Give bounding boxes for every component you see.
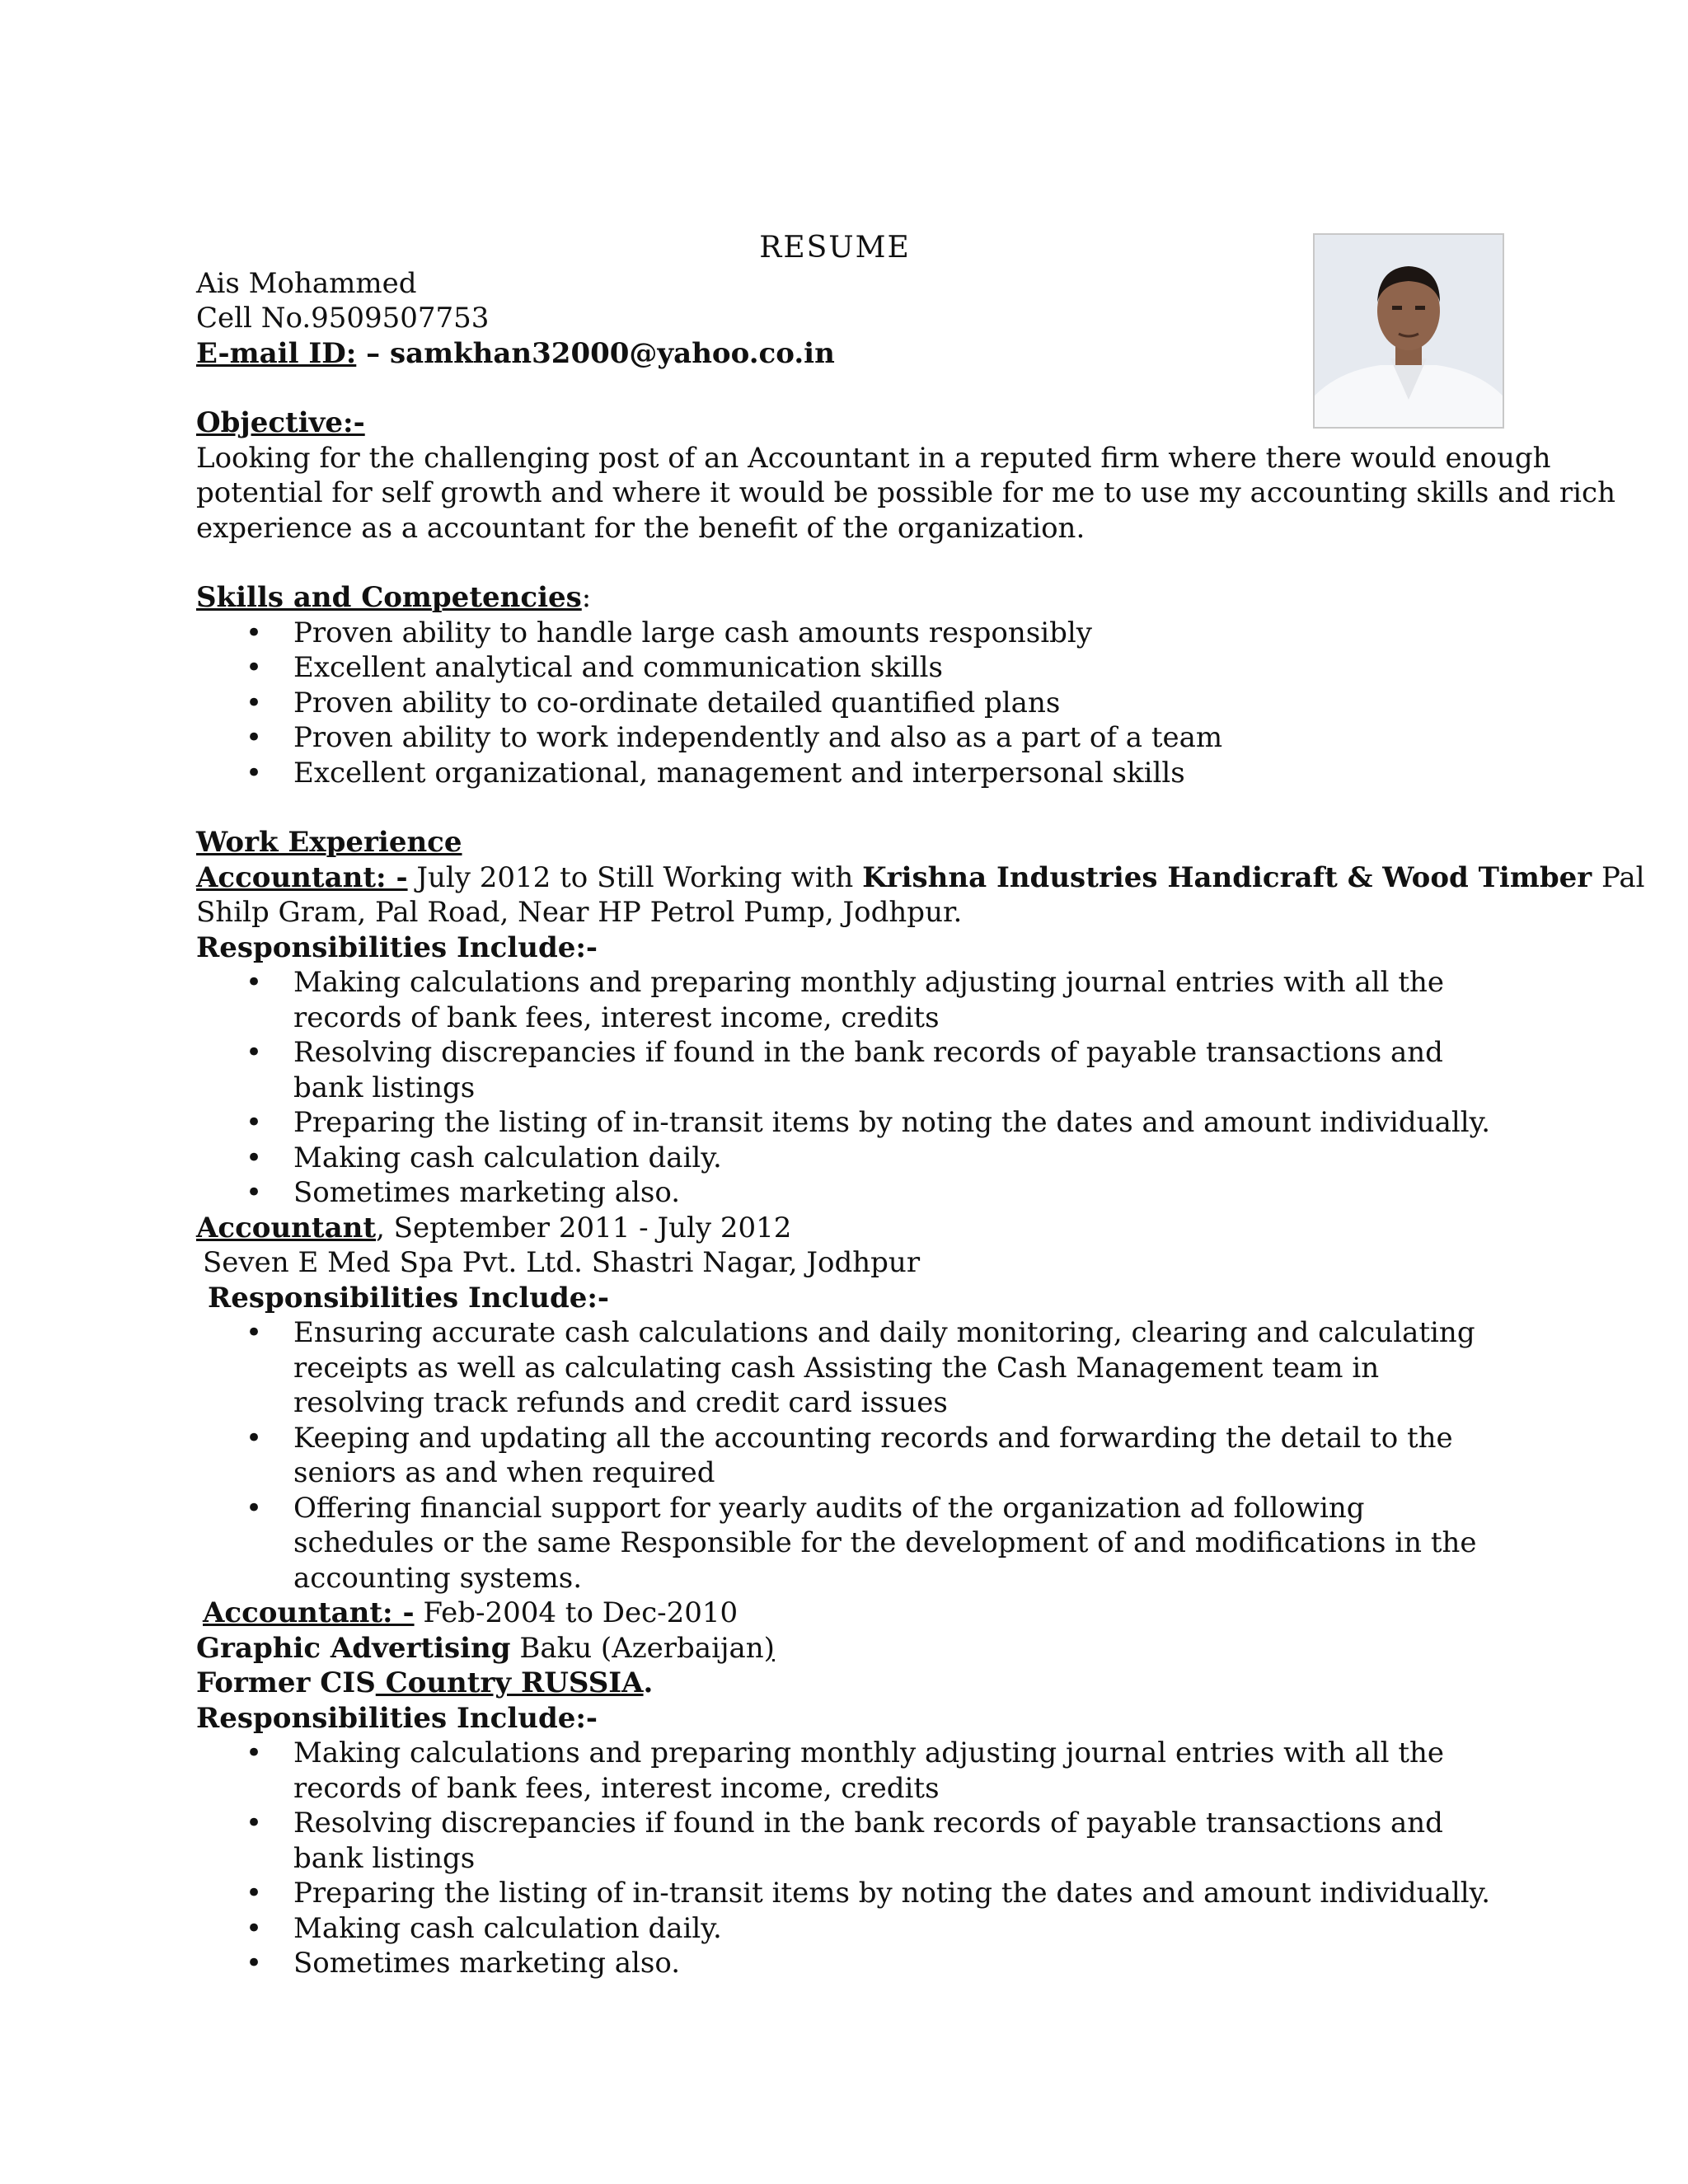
job1-responsibilities-list <box>196 965 1498 1211</box>
objective-heading: Objective:- <box>196 406 365 439</box>
job3-company: Graphic Advertising <box>196 1631 511 1665</box>
candidate-name: Ais Mohammed <box>196 266 417 300</box>
responsibility-item: • Making calculations and preparing monthly adjusting journal entries with all the records of bank fees, interest income, credits <box>196 1736 1498 1806</box>
skill-item: • Excellent organizational, management and interpersonal skills <box>196 756 1498 791</box>
job3-country-suffix: . <box>643 1666 654 1699</box>
skills-heading-colon: : <box>581 581 592 614</box>
spacer <box>196 371 1498 405</box>
job3-title-line <box>196 1596 1498 1631</box>
responsibility-item: • Preparing the listing of in-transit items by noting the dates and amount individually. <box>196 1876 1498 1911</box>
job1-period: July 2012 to Still Working with <box>407 860 863 894</box>
responsibility-item: • Sometimes marketing also. <box>196 1946 1498 1981</box>
skills-heading: Skills and Competencies <box>196 581 582 614</box>
job2-title-line <box>196 1211 1498 1246</box>
objective-line-2: potential for self growth and where it would be possible for me to use my accounting skills and rich <box>196 476 1615 509</box>
skill-item: • Proven ability to co-ordinate detailed quantified plans <box>196 686 1498 721</box>
email-line <box>196 336 1498 372</box>
cell-label: Cell No. <box>196 302 312 335</box>
job3-country: Country RUSSIA <box>375 1666 644 1699</box>
skills-heading-line <box>196 580 1498 616</box>
job3-responsibilities-heading: Responsibilities Include:- <box>196 1701 598 1735</box>
email-label: E-mail ID: <box>196 336 357 370</box>
job3-period: Feb-2004 to Dec-2010 <box>414 1596 738 1629</box>
skill-item: • Proven ability to handle large cash amounts responsibly <box>196 616 1498 651</box>
resume-title: RESUME <box>759 231 911 265</box>
email-address: samkhan32000@yahoo.co.in <box>389 336 835 370</box>
job2-role: Accountant <box>196 1211 377 1244</box>
responsibility-item: • Preparing the listing of in-transit items by noting the dates and amount individually. <box>196 1105 1498 1141</box>
objective-line-1: Looking for the challenging post of an Accountant in a reputed firm where there would enough <box>196 441 1551 475</box>
responsibility-item: • Offering financial support for yearly audits of the organization ad following schedules or the same Responsible for the development of and modifications in the accounting systems. <box>196 1491 1498 1596</box>
job1-responsibilities-heading: Responsibilities Include:- <box>196 930 598 964</box>
job1-role: Accountant: - <box>196 860 408 894</box>
skill-item: • Excellent analytical and communication skills <box>196 650 1498 686</box>
responsibility-item: • Keeping and updating all the accounting records and forwarding the detail to the seniors as and when required <box>196 1421 1498 1491</box>
job3-responsibilities-list <box>196 1736 1498 1981</box>
job3-location: Baku (Azerbaijan <box>510 1631 764 1665</box>
job3-role: Accountant: - <box>203 1596 415 1629</box>
responsibility-item: • Making cash calculation daily. <box>196 1141 1498 1176</box>
job3-location-close: ) <box>763 1631 775 1665</box>
spacer <box>196 790 1498 825</box>
objective-line-3: experience as a accountant for the benefit of the organization. <box>196 511 1085 545</box>
job1-address: Shilp Gram, Pal Road, Near HP Petrol Pump, Jodhpur. <box>196 896 963 929</box>
email-separator: – <box>356 336 390 370</box>
cell-number: 9509507753 <box>311 302 490 335</box>
job1-title-line <box>196 860 1645 896</box>
resume-content <box>196 231 1645 1981</box>
job3-country-line <box>196 1666 1498 1701</box>
job3-country-prefix: Former CIS <box>196 1666 376 1699</box>
job2-responsibilities-heading: Responsibilities Include:- <box>208 1281 610 1315</box>
job3-company-line <box>196 1631 1498 1666</box>
responsibility-item: • Resolving discrepancies if found in the bank records of payable transactions and bank listings <box>196 1806 1498 1876</box>
responsibility-item: • Sometimes marketing also. <box>196 1175 1498 1211</box>
job1-address-start: Pal <box>1601 860 1645 894</box>
job2-company: Seven E Med Spa Pvt. Ltd. Shastri Nagar, Jodhpur <box>203 1246 921 1279</box>
job2-responsibilities-list <box>196 1315 1498 1596</box>
work-experience-heading: Work Experience <box>196 826 462 859</box>
job2-period: , September 2011 - July 2012 <box>376 1211 792 1244</box>
responsibility-item: • Resolving discrepancies if found in the bank records of payable transactions and bank listings <box>196 1035 1498 1105</box>
skill-item: • Proven ability to work independently and also as a part of a team <box>196 720 1498 756</box>
spacer <box>196 546 1498 580</box>
responsibility-item: • Making calculations and preparing monthly adjusting journal entries with all the records of bank fees, interest income, credits <box>196 965 1498 1035</box>
responsibility-item: • Ensuring accurate cash calculations and daily monitoring, clearing and calculating receipts as well as calculating cash Assisting the Cash Management team in resolving track refunds and credit card issues <box>196 1315 1498 1421</box>
job1-company: Krishna Industries Handicraft & Wood Timber <box>862 860 1601 894</box>
cell-number-line <box>196 301 1498 336</box>
skills-list <box>196 616 1498 791</box>
responsibility-item: • Making cash calculation daily. <box>196 1911 1498 1947</box>
